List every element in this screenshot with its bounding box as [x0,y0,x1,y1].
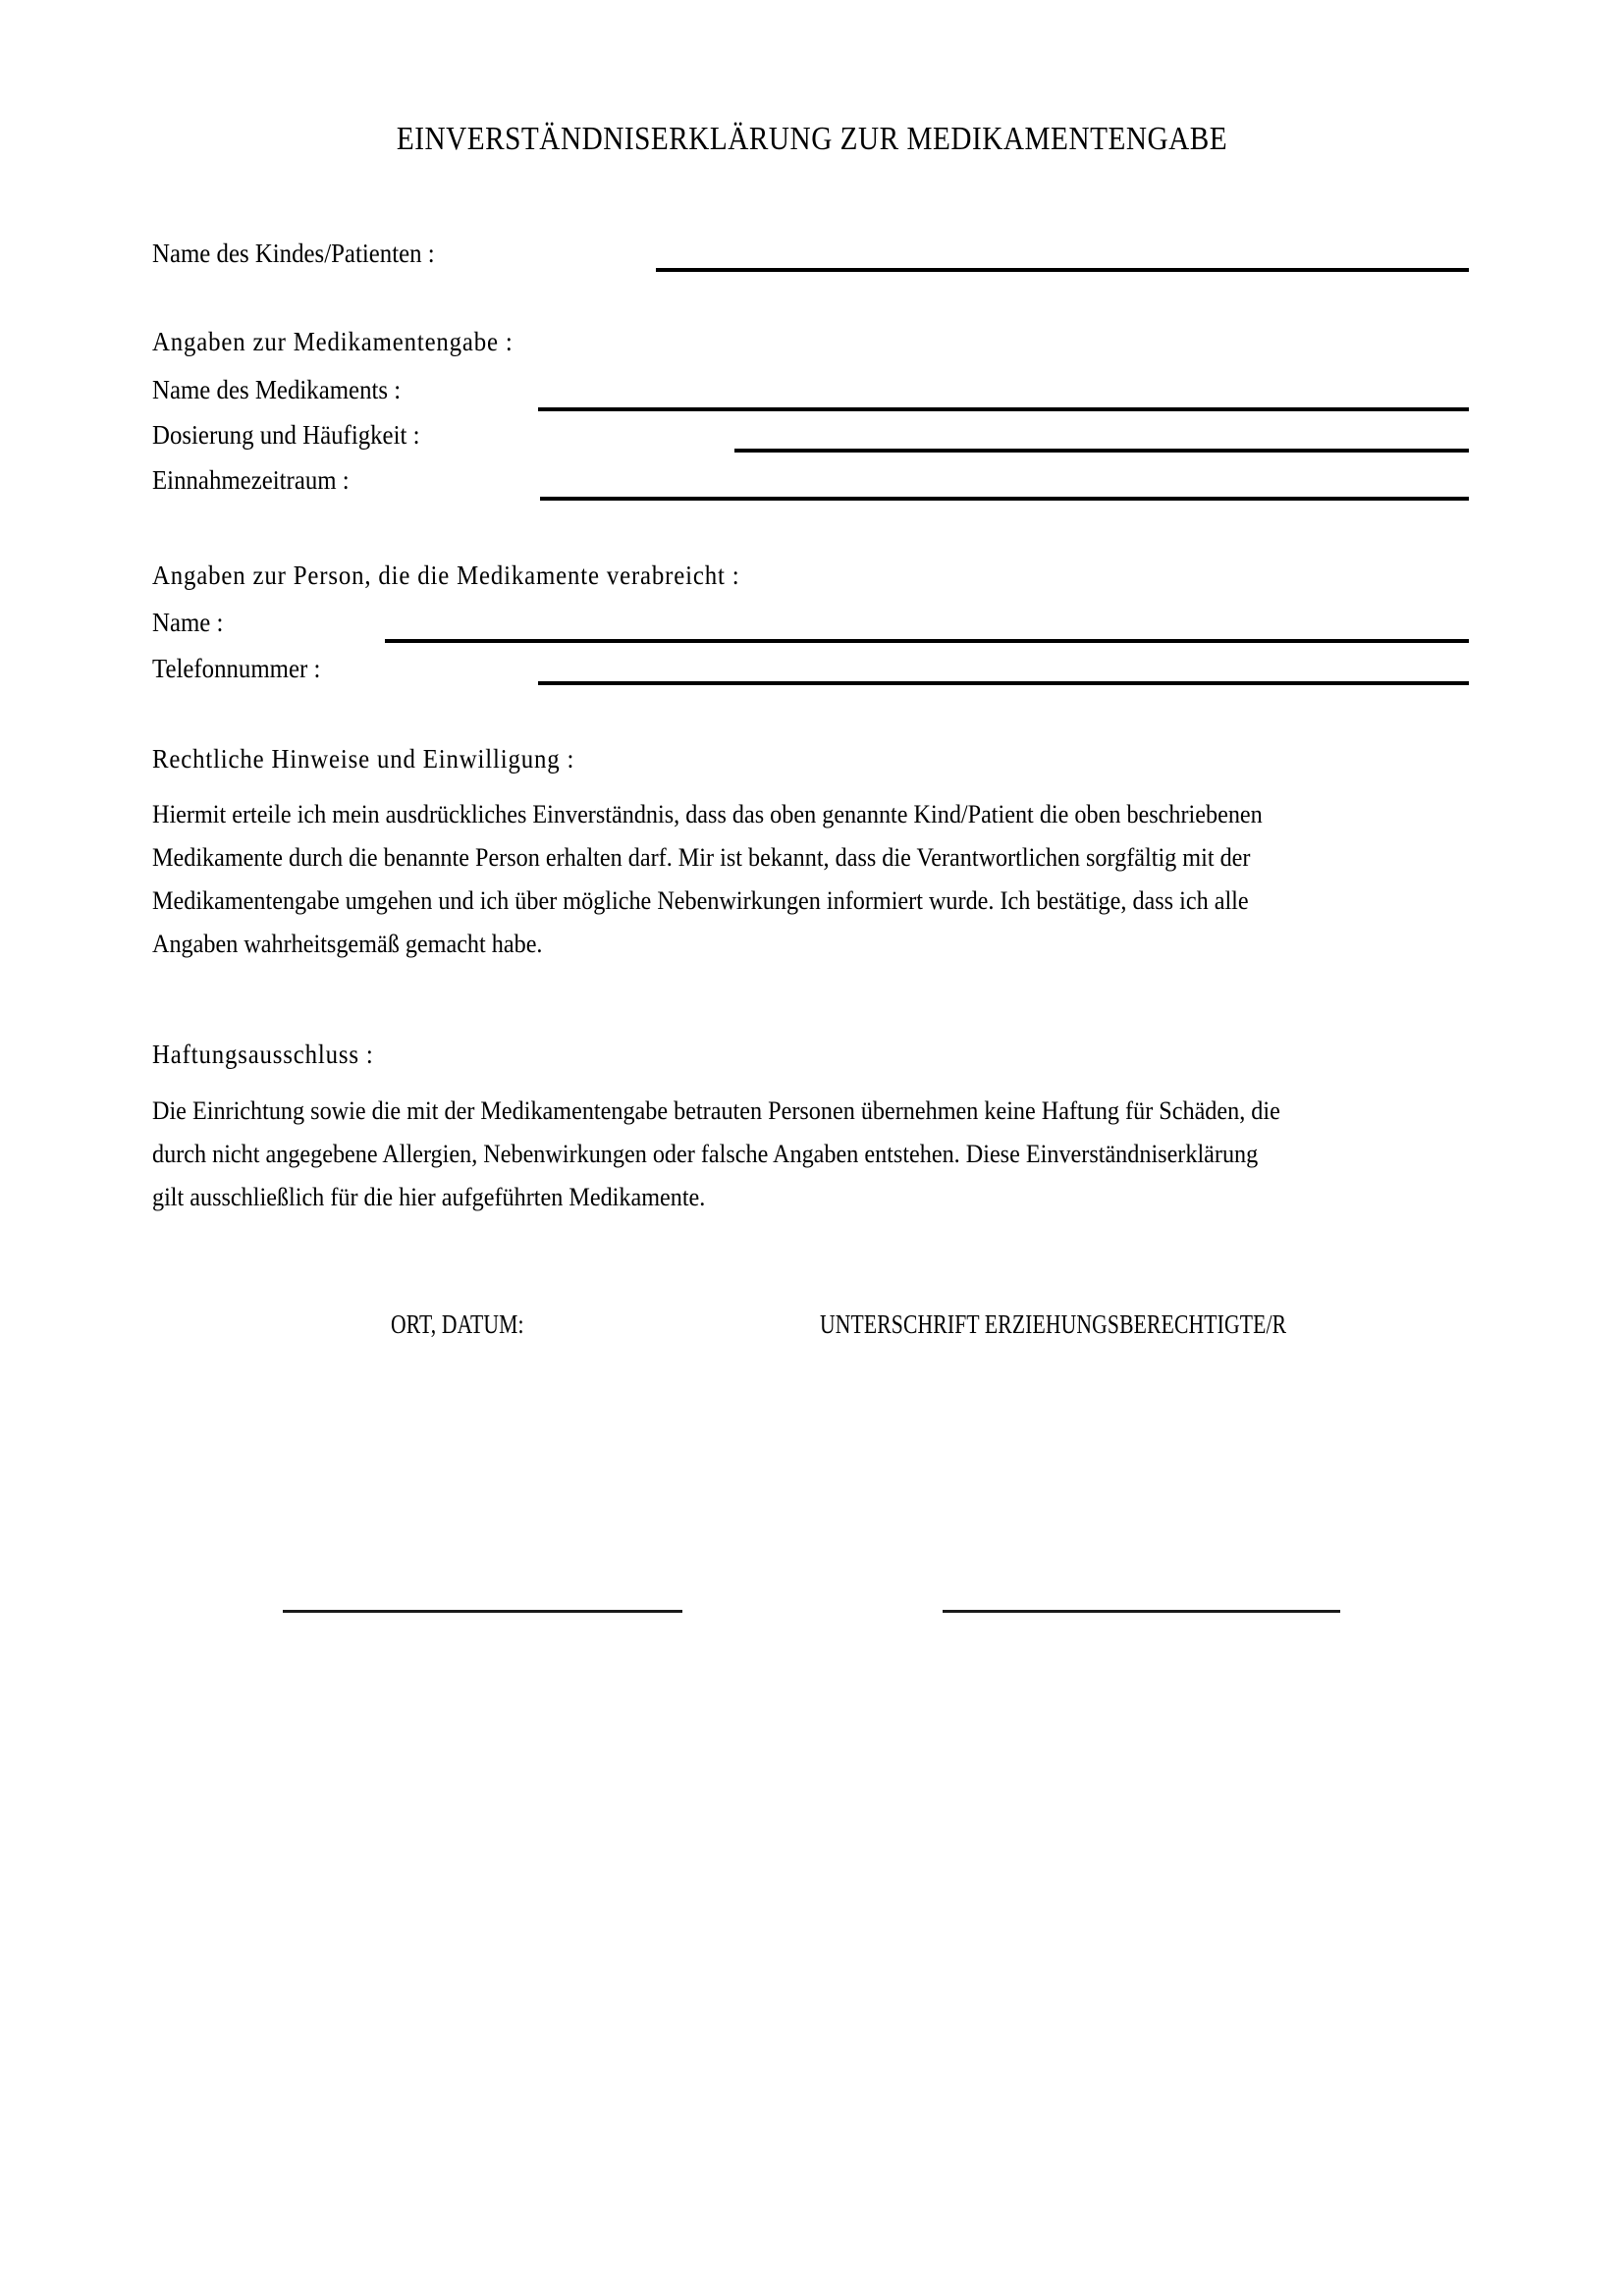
guardian-signature-label: UNTERSCHRIFT ERZIEHUNGSBERECHTIGTE/R [820,1309,1287,1339]
administering-person-name-label: Name : [152,608,224,637]
legal-paragraph-line: Medikamentengabe umgehen und ich über mögliche Nebenwirkungen informiert wurde. Ich bestätige, dass ich alle [152,886,1249,915]
administering-person-name-field-rule[interactable] [385,639,1469,643]
medication-name-label: Name des Medikaments : [152,375,402,404]
administering-person-heading: Angaben zur Person, die die Medikamente verabreicht : [152,561,740,590]
page-title: EINVERSTÄNDNISERKLÄRUNG ZUR MEDIKAMENTENGABE [396,121,1228,157]
place-date-label: ORT, DATUM: [391,1309,524,1339]
legal-paragraph-line: Angaben wahrheitsgemäß gemacht habe. [152,930,543,958]
guardian-signature-line[interactable] [943,1610,1340,1613]
place-date-signature-line[interactable] [283,1610,682,1613]
administering-person-phone-label: Telefonnummer : [152,654,321,683]
legal-paragraph-line: Medikamente durch die benannte Person erhalten darf. Mir ist bekannt, dass die Verantwortlichen sorgfältig mit der [152,843,1251,872]
legal-paragraph-line: Hiermit erteile ich mein ausdrückliches Einverständnis, dass das oben genannte Kind/Patient die oben beschriebenen [152,800,1263,828]
disclaimer-paragraph-line: Die Einrichtung sowie die mit der Medikamentengabe betrauten Personen übernehmen keine Haftung für Schäden, die [152,1096,1280,1125]
disclaimer-paragraph-line: durch nicht angegebene Allergien, Nebenwirkungen oder falsche Angaben entstehen. Diese Einverständniserklärung [152,1140,1259,1168]
legal-section-heading: Rechtliche Hinweise und Einwilligung : [152,744,575,774]
intake-period-field-rule[interactable] [540,497,1469,501]
intake-period-label: Einnahmezeitraum : [152,465,350,495]
dosage-label: Dosierung und Häufigkeit : [152,420,420,450]
administering-person-phone-field-rule[interactable] [538,681,1469,685]
dosage-field-rule[interactable] [734,449,1469,453]
medication-name-field-rule[interactable] [538,407,1469,411]
disclaimer-paragraph-line: gilt ausschließlich für die hier aufgeführten Medikamente. [152,1183,706,1211]
patient-name-label: Name des Kindes/Patienten : [152,239,435,268]
disclaimer-section-heading: Haftungsausschluss : [152,1040,374,1069]
patient-name-field-rule[interactable] [656,268,1469,272]
medication-section-heading: Angaben zur Medikamentengabe : [152,327,514,356]
